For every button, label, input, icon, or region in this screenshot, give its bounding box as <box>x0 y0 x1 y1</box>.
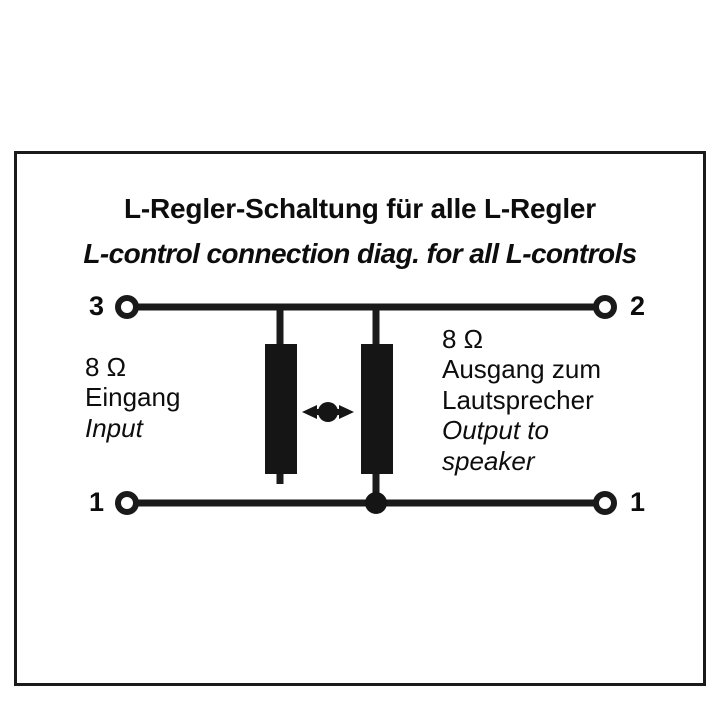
output-label-german-2: Lautsprecher <box>442 384 594 415</box>
junction-dot <box>365 492 387 514</box>
terminal-1-right <box>596 494 614 512</box>
output-annotation <box>442 324 601 476</box>
input-impedance: 8 Ω <box>85 352 127 382</box>
wiper-node <box>318 402 338 422</box>
terminal-label-1-right: 1 <box>630 487 646 517</box>
input-annotation <box>85 352 180 443</box>
terminal-1-left <box>118 494 136 512</box>
terminal-3 <box>118 298 136 316</box>
diagram-title-german: L-Regler-Schaltung für alle L-Regler <box>124 193 596 224</box>
output-label-german-1: Ausgang zum <box>442 354 601 385</box>
diagram-title-english: L-control connection diag. for all L-controls <box>83 238 637 269</box>
output-label-english-2: speaker <box>442 445 535 476</box>
terminal-2 <box>596 298 614 316</box>
resistor-series <box>265 344 297 474</box>
input-label-english: Input <box>85 412 143 443</box>
input-label-german: Eingang <box>85 382 181 413</box>
resistor-shunt <box>361 344 393 474</box>
output-label-english-1: Output to <box>442 415 549 446</box>
diagram-frame <box>14 151 706 686</box>
output-impedance: 8 Ω <box>442 324 484 354</box>
terminal-label-3: 3 <box>89 291 105 321</box>
wiper-arrow-left-icon <box>302 405 317 419</box>
terminal-label-2: 2 <box>630 291 646 321</box>
wiper-arrow-right-icon <box>339 405 354 419</box>
terminal-label-1-left: 1 <box>89 487 105 517</box>
